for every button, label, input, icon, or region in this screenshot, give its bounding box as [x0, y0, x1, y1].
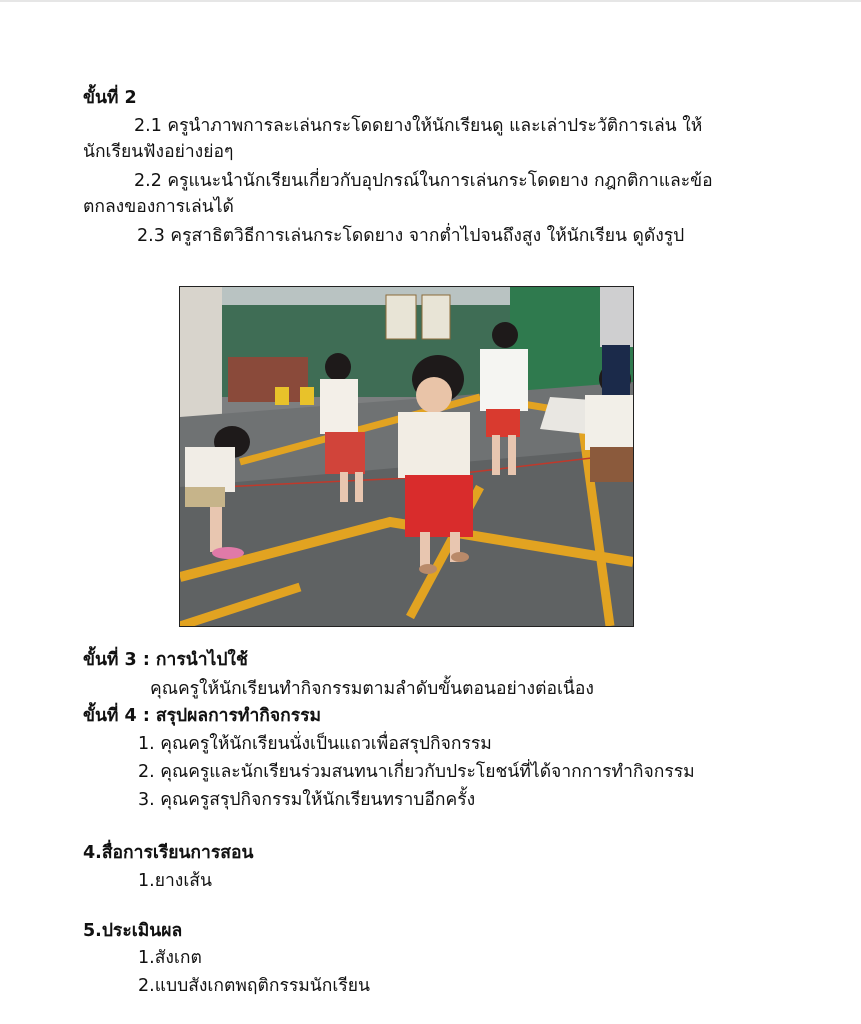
section4-heading: 4.สื่อการเรียนการสอน	[83, 843, 254, 863]
step2-item2-line1: 2.2 ครูแนะนำนักเรียนเกี่ยวกับอุปกรณ์ในการเล่นกระโดดยาง กฎกติกาและข้อ	[134, 171, 713, 191]
step2-item3: 2.3 ครูสาธิตวิธีการเล่นกระโดดยาง จากต่ำไปจนถึงสูง ให้นักเรียน ดูดังรูป	[137, 226, 685, 246]
page-top-border	[0, 0, 861, 2]
step3-heading: ขั้นที่ 3 : การนำไปใช้	[83, 650, 248, 670]
step2-heading: ขั้นที่ 2	[83, 88, 137, 108]
section4-item-1: 1.ยางเส้น	[138, 871, 212, 891]
step2-item1-line1: 2.1 ครูนำภาพการละเล่นกระโดดยางให้นักเรียนดู และเล่าประวัติการเล่น ให้	[134, 116, 703, 136]
step4-heading: ขั้นที่ 4 : สรุปผลการทำกิจกรรม	[83, 706, 322, 726]
section5-heading: 5.ประเมินผล	[83, 921, 183, 941]
step2-item1-line2: นักเรียนฟังอย่างย่อๆ	[83, 142, 234, 162]
section5-item-1: 1.สังเกต	[138, 948, 202, 968]
step2-item2-line2: ตกลงของการเล่นได้	[83, 197, 234, 217]
step4-item-1: 1. คุณครูให้นักเรียนนั่งเป็นแถวเพื่อสรุปกิจกรรม	[138, 734, 492, 754]
step3-text: คุณครูให้นักเรียนทำกิจกรรมตามลำดับขั้นตอนอย่างต่อเนื่อง	[150, 679, 594, 699]
children-jumping-rubber-band-icon	[180, 287, 633, 626]
step4-item-2: 2. คุณครูและนักเรียนร่วมสนทนาเกี่ยวกับประโยชน์ที่ได้จากการทำกิจกรรม	[138, 762, 695, 782]
step4-item-3: 3. คุณครูสรุปกิจกรรมให้นักเรียนทราบอีกครั้ง	[138, 790, 476, 810]
section5-item-2: 2.แบบสังเกตพฤติกรรมนักเรียน	[138, 976, 370, 996]
rubber-band-jumping-photo	[179, 286, 634, 627]
